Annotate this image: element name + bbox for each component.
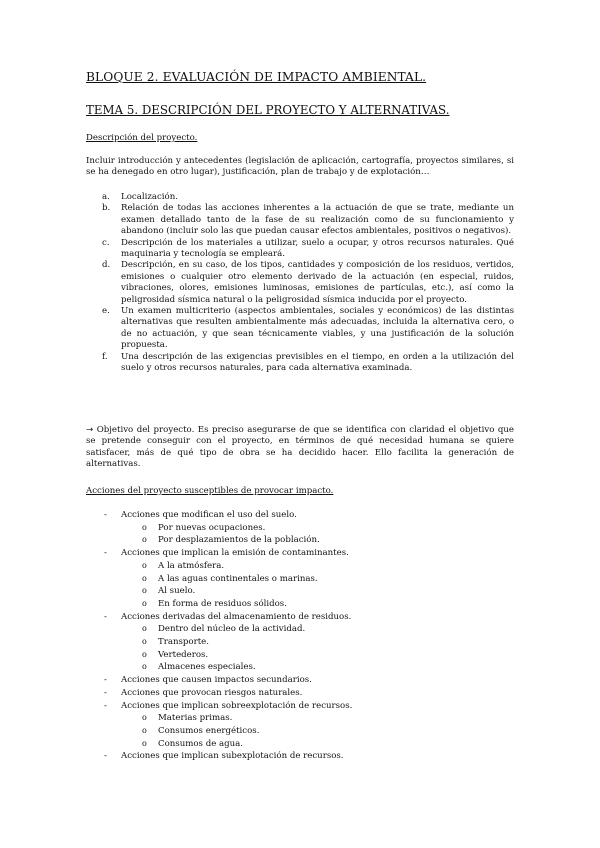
action-subitem xyxy=(86,534,514,547)
action-subitem xyxy=(86,585,514,598)
action-subitem-text: Almacenes especiales. xyxy=(158,662,256,673)
list-item xyxy=(86,203,514,237)
objective-paragraph xyxy=(86,425,514,471)
objective-text: Objetivo del proyecto. Es preciso asegurarse de que se identifica con claridad el objetivo que se pretende conseguir con el proyecto, en términos de qué necesidad humana se quiere satisfacer, más de qué tipo de obra se ha decidido hacer. Ello facilita la generación de alternativas. xyxy=(86,425,514,470)
circle-bullet: o xyxy=(142,560,147,570)
action-subitem xyxy=(86,522,514,535)
action-item xyxy=(86,687,514,700)
action-item-text: Acciones derivadas del almacenamiento de residuos. xyxy=(121,611,352,622)
list-item-text: Relación de todas las acciones inherentes a la actuación de que se trate, mediante un examen detallado tanto de la fase de su realización como de su funcionamiento y abandono (incluir solo las que puedan causar efectos ambientales, positivos o negativos). xyxy=(121,203,514,237)
circle-bullet: o xyxy=(142,662,147,672)
dash-bullet: - xyxy=(104,548,107,559)
action-subitem-text: Materias primas. xyxy=(158,713,233,724)
list-marker: b. xyxy=(102,203,111,214)
list-marker: c. xyxy=(102,237,110,248)
circle-bullet: o xyxy=(142,535,147,545)
action-item-text: Acciones que modifican el uso del suelo. xyxy=(121,510,297,520)
circle-bullet: o xyxy=(142,573,147,583)
list-item-text: Descripción de los materiales a utilizar, suelo a ocupar, y otros recursos naturales. Qué maquinaria y tecnología se empleará. xyxy=(121,237,514,260)
dash-bullet: - xyxy=(104,510,107,520)
action-subitem xyxy=(86,738,514,751)
list-item-text: Descripción, en su caso, de los tipos, cantidades y composición de los residuos, vertidos, emisiones o cualquier otro elemento derivado de la actuación (en especial, ruidos, vibraciones, olores, emisiones luminosas, emisiones de partículas, etc.), así como la peligrosidad sísmica natural o la peligrosidad sísmica inducida por el proyecto. xyxy=(121,260,514,305)
action-subitem xyxy=(86,598,514,611)
list-item xyxy=(86,192,514,203)
action-subitem-text: Transporte. xyxy=(158,637,209,648)
action-subitem xyxy=(86,560,514,573)
intro-paragraph: Incluir introducción y antecedentes (legislación de aplicación, cartografía, proyectos similares, si se ha denegado en otro lugar), justificación, plan de trabajo y de explotación… xyxy=(86,156,514,178)
action-item-text: Acciones que provocan riesgos naturales. xyxy=(121,687,303,698)
dash-bullet: - xyxy=(104,751,107,762)
action-item xyxy=(86,547,514,560)
list-item-text: Una descripción de las exigencias previsibles en el tiempo, en orden a la utilización del suelo y otros recursos naturales, para cada alternativa examinada. xyxy=(121,351,514,374)
action-item-text: Acciones que implican subexplotación de recursos. xyxy=(121,751,344,762)
action-subitem xyxy=(86,636,514,649)
action-item xyxy=(86,674,514,687)
action-subitem xyxy=(86,712,514,725)
list-item-text: Un examen multicriterio (aspectos ambientales, sociales y económicos) de las distintas alternativas que resulten ambientalmente más adecuadas, incluida la alternativa cero, o de no actuación, y que sean técnicamente viables, y una justificación de la solución propuesta. xyxy=(121,306,514,351)
dash-bullet: - xyxy=(104,611,107,622)
arrow-icon: → xyxy=(86,425,94,435)
circle-bullet: o xyxy=(142,598,147,608)
action-subitem xyxy=(86,573,514,586)
action-item xyxy=(86,509,514,522)
action-subitem-text: En forma de residuos sólidos. xyxy=(158,598,287,609)
action-item-text: Acciones que causen impactos secundarios. xyxy=(121,675,312,686)
list-item xyxy=(86,306,514,352)
list-item xyxy=(86,260,514,306)
action-subitem xyxy=(86,725,514,738)
list-marker: d. xyxy=(102,260,111,271)
topic-heading: TEMA 5. DESCRIPCIÓN DEL PROYECTO Y ALTERNATIVAS. xyxy=(86,103,450,117)
list-item xyxy=(86,352,514,375)
content-list xyxy=(86,192,514,375)
circle-bullet: o xyxy=(142,649,147,659)
dash-bullet: - xyxy=(104,700,107,711)
action-subitem-text: Al suelo. xyxy=(158,586,196,597)
action-subitem-text: A la atmósfera. xyxy=(158,560,225,571)
list-item xyxy=(86,238,514,261)
list-marker: e. xyxy=(102,306,110,317)
circle-bullet: o xyxy=(142,713,147,723)
document-heading: BLOQUE 2. EVALUACIÓN DE IMPACTO AMBIENTAL. xyxy=(86,70,427,84)
list-marker: a. xyxy=(102,192,110,202)
action-subitem-text: Por nuevas ocupaciones. xyxy=(158,522,266,533)
circle-bullet: o xyxy=(142,624,147,634)
action-item xyxy=(86,700,514,713)
action-subitem-text: Consumos energéticos. xyxy=(158,725,260,736)
section-title-actions: Acciones del proyecto susceptibles de provocar impacto. xyxy=(86,486,334,496)
list-marker: f. xyxy=(102,351,108,362)
action-subitem xyxy=(86,649,514,662)
action-subitem-text: Consumos de agua. xyxy=(158,738,244,749)
action-item xyxy=(86,750,514,763)
actions-list xyxy=(86,509,514,763)
circle-bullet: o xyxy=(142,725,147,735)
circle-bullet: o xyxy=(142,522,147,532)
action-item-text: Acciones que implican la emisión de contaminantes. xyxy=(121,548,349,559)
action-item-text: Acciones que implican sobreexplotación de recursos. xyxy=(121,700,353,711)
action-subitem-text: Por desplazamientos de la población. xyxy=(158,535,320,546)
action-subitem-text: Dentro del núcleo de la actividad. xyxy=(158,624,306,635)
dash-bullet: - xyxy=(104,687,107,698)
circle-bullet: o xyxy=(142,738,147,748)
dash-bullet: - xyxy=(104,675,107,686)
circle-bullet: o xyxy=(142,586,147,596)
action-subitem xyxy=(86,661,514,674)
action-item xyxy=(86,611,514,624)
action-subitem-text: Vertederos. xyxy=(158,649,209,660)
action-subitem-text: A las aguas continentales o marinas. xyxy=(158,573,318,584)
section-title-description: Descripción del proyecto. xyxy=(86,133,198,143)
list-item-text: Localización. xyxy=(121,192,178,202)
action-subitem xyxy=(86,623,514,636)
circle-bullet: o xyxy=(142,637,147,647)
